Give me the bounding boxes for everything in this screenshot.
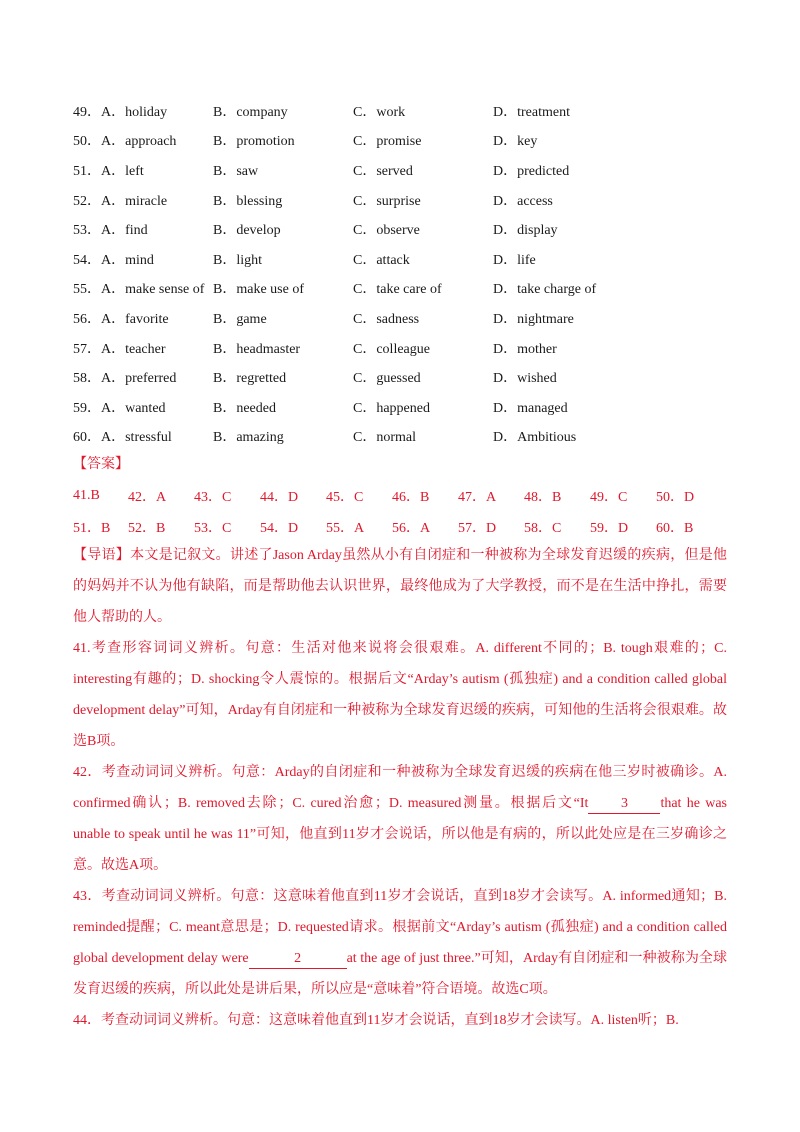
- guide-text: 本文是记叙文。讲述了Jason Arday虽然从小有自闭症和一种被称为全球发育迟缓的疾病，但是他的妈妈并不认为他有缺陷，而是帮助他去认识世界，最终他成为了大学教授，而不是在生活中挣扎，需要他人帮助的人。: [73, 548, 728, 625]
- option-a: [73, 249, 213, 269]
- answer-key: 48．B: [524, 489, 562, 505]
- question-number: 52．: [73, 193, 101, 209]
- option-row: [73, 392, 733, 422]
- option-row: [73, 185, 733, 215]
- option-d: [493, 101, 693, 121]
- option-a: [73, 160, 213, 180]
- option-c: [353, 278, 493, 298]
- option-row: [73, 214, 733, 244]
- answer-key: 51．B: [73, 520, 111, 536]
- option-c: [353, 426, 493, 446]
- answer-key: 50．D: [656, 489, 695, 505]
- option-text: A．miracle: [101, 193, 168, 209]
- answer-key: 41.B: [73, 487, 100, 503]
- option-text: D．nightmare: [493, 311, 574, 327]
- option-a: [73, 338, 213, 358]
- option-d: [493, 249, 693, 269]
- answer-key: 60．B: [656, 520, 694, 536]
- option-text: B．headmaster: [213, 341, 301, 357]
- option-a: [73, 397, 213, 417]
- explanation-42: [73, 757, 727, 881]
- answer-key-row-2: [73, 511, 733, 542]
- answer-key: 55．A: [326, 520, 365, 536]
- option-text: C．take care of: [353, 282, 442, 298]
- option-text: C．attack: [353, 252, 410, 268]
- question-number: 55．: [73, 282, 101, 298]
- answer-key: 56．A: [392, 520, 431, 536]
- option-a: [73, 367, 213, 387]
- option-text: A．preferred: [101, 371, 177, 387]
- question-number: 60．: [73, 430, 101, 446]
- option-text: D．access: [493, 193, 553, 209]
- option-c: [353, 367, 493, 387]
- option-d: [493, 219, 693, 239]
- option-text: D．key: [493, 134, 538, 150]
- option-a: [73, 308, 213, 328]
- option-d: [493, 130, 693, 150]
- option-text: C．colleague: [353, 341, 430, 357]
- option-text: A．holiday: [101, 104, 168, 120]
- option-text: B．develop: [213, 223, 281, 239]
- explanation-42-part-b: that he was unable to speak until he was 11”可知，他直到11岁才会说话，所以他是有病的，所以此处应是在三岁确诊之意。故选A项。: [73, 796, 727, 873]
- option-text: A．find: [101, 223, 148, 239]
- option-b: [213, 190, 353, 210]
- option-text: B．promotion: [213, 134, 295, 150]
- option-text: A．favorite: [101, 311, 169, 327]
- question-number: 54．: [73, 252, 101, 268]
- option-a: [73, 219, 213, 239]
- option-text: B．regretted: [213, 371, 287, 387]
- option-b: [213, 278, 353, 298]
- answer-header: 【答案】: [73, 457, 129, 472]
- option-d: [493, 160, 693, 180]
- option-c: [353, 249, 493, 269]
- answer-key: 43．C: [194, 489, 232, 505]
- option-text: D．take charge of: [493, 282, 597, 298]
- option-c: [353, 397, 493, 417]
- option-text: B．amazing: [213, 430, 284, 446]
- option-row: [73, 303, 733, 333]
- option-text: C．guessed: [353, 371, 421, 387]
- option-text: C．work: [353, 104, 406, 120]
- option-row: [73, 422, 733, 452]
- question-number: 53．: [73, 223, 101, 239]
- guide-paragraph: [73, 540, 727, 633]
- answer-key: 49．C: [590, 489, 628, 505]
- option-b: [213, 101, 353, 121]
- option-text: A．mind: [101, 252, 154, 268]
- option-a: [73, 130, 213, 150]
- option-d: [493, 397, 693, 417]
- option-b: [213, 308, 353, 328]
- option-text: A．approach: [101, 134, 177, 150]
- option-b: [213, 426, 353, 446]
- option-text: C．served: [353, 163, 413, 179]
- option-text: C．sadness: [353, 311, 420, 327]
- question-number: 56．: [73, 311, 101, 327]
- option-c: [353, 101, 493, 121]
- answer-key: 52．B: [128, 520, 166, 536]
- answer-key: 45．C: [326, 489, 364, 505]
- answer-key: 59．D: [590, 520, 629, 536]
- answer-key: 44．D: [260, 489, 299, 505]
- option-d: [493, 278, 693, 298]
- option-c: [353, 130, 493, 150]
- options-list: [73, 96, 733, 451]
- blank-42: 3: [588, 795, 660, 814]
- option-text: D．display: [493, 223, 558, 239]
- option-text: C．normal: [353, 430, 416, 446]
- option-a: [73, 101, 213, 121]
- option-row: [73, 96, 733, 126]
- option-c: [353, 338, 493, 358]
- option-a: [73, 278, 213, 298]
- question-number: 57．: [73, 341, 101, 357]
- question-number: 59．: [73, 400, 101, 416]
- answer-key-row-1: [73, 480, 733, 511]
- question-number: 51．: [73, 163, 101, 179]
- guide-label: 【导语】: [73, 548, 131, 563]
- explanation-41: 41.考查形容词词义辨析。句意：生活对他来说将会很艰难。A. different不同的；B. tough艰难的；C. interesting有趣的；D. shocking令人震惊的。根据后文“Arday’s autism (孤独症) and a condition called global development delay”可知，Arday有自闭症和一种被称为全球发育迟缓的疾病，可知他的生活将会很艰难。故选B项。: [73, 641, 727, 749]
- explanation-43-part-b: at the age of just three.”可知，Arday有自闭症和一种被称为全球发育迟缓的疾病，所以此处是讲后果，所以应是“意味着”符合语境。故选C项。: [73, 951, 727, 997]
- option-row: [73, 244, 733, 274]
- option-b: [213, 160, 353, 180]
- explanation-44: 44．考查动词词义辨析。句意：这意味着他直到11岁才会说话，直到18岁才会读写。A. listen听；B.: [73, 1013, 679, 1028]
- option-row: [73, 333, 733, 363]
- option-a: [73, 190, 213, 210]
- option-c: [353, 190, 493, 210]
- option-text: C．happened: [353, 400, 430, 416]
- option-text: D．predicted: [493, 163, 570, 179]
- answer-key: 54．D: [260, 520, 299, 536]
- option-d: [493, 190, 693, 210]
- answer-key: 42．A: [128, 489, 167, 505]
- option-b: [213, 219, 353, 239]
- option-row: [73, 274, 733, 304]
- option-text: A．make sense of: [101, 282, 205, 298]
- option-b: [213, 367, 353, 387]
- option-row: [73, 126, 733, 156]
- option-row: [73, 155, 733, 185]
- option-b: [213, 397, 353, 417]
- option-d: [493, 308, 693, 328]
- option-text: C．surprise: [353, 193, 421, 209]
- answer-key: 57．D: [458, 520, 497, 536]
- option-text: D．mother: [493, 341, 557, 357]
- explanation-42-part-a: 42．考查动词词义辨析。句意：Arday的自闭症和一种被称为全球发育迟缓的疾病在他三岁时被确诊。A. confirmed确认；B. removed去除；C. cured治愈；D. measured测量。根据后文“It: [73, 765, 727, 811]
- option-text: C．observe: [353, 223, 420, 239]
- answer-key: 46．B: [392, 489, 430, 505]
- explanation-43: [73, 881, 727, 1005]
- option-c: [353, 219, 493, 239]
- option-b: [213, 130, 353, 150]
- answer-key: 58．C: [524, 520, 562, 536]
- option-text: B．saw: [213, 163, 259, 179]
- option-text: D．treatment: [493, 104, 570, 120]
- option-text: B．blessing: [213, 193, 283, 209]
- option-text: B．make use of: [213, 282, 304, 298]
- option-text: A．teacher: [101, 341, 166, 357]
- option-text: A．left: [101, 163, 144, 179]
- option-d: [493, 338, 693, 358]
- option-text: B．company: [213, 104, 288, 120]
- question-number: 58．: [73, 371, 101, 387]
- option-text: C．promise: [353, 134, 422, 150]
- option-d: [493, 426, 693, 446]
- option-text: D．wished: [493, 371, 557, 387]
- option-text: A．wanted: [101, 400, 166, 416]
- option-text: A．stressful: [101, 430, 172, 446]
- option-c: [353, 308, 493, 328]
- option-text: D．life: [493, 252, 536, 268]
- answer-section: [73, 450, 733, 1036]
- option-text: B．light: [213, 252, 263, 268]
- explanation-43-part-a: 43．考查动词词义辨析。句意：这意味着他直到11岁才会说话，直到18岁才会读写。A. informed通知；B. reminded提醒；C. meant意思是；D. requested请求。根据前文“Arday’s autism (孤独症) and a condition called global development delay were: [73, 889, 727, 966]
- option-text: B．needed: [213, 400, 276, 416]
- blank-43: 2: [249, 950, 347, 969]
- option-b: [213, 338, 353, 358]
- option-row: [73, 362, 733, 392]
- option-c: [353, 160, 493, 180]
- option-a: [73, 426, 213, 446]
- option-d: [493, 367, 693, 387]
- option-text: D．Ambitious: [493, 430, 577, 446]
- option-b: [213, 249, 353, 269]
- question-number: 49．: [73, 104, 101, 120]
- option-text: D．managed: [493, 400, 568, 416]
- option-text: B．game: [213, 311, 267, 327]
- answer-key: 47．A: [458, 489, 497, 505]
- question-number: 50．: [73, 134, 101, 150]
- answer-key: 53．C: [194, 520, 232, 536]
